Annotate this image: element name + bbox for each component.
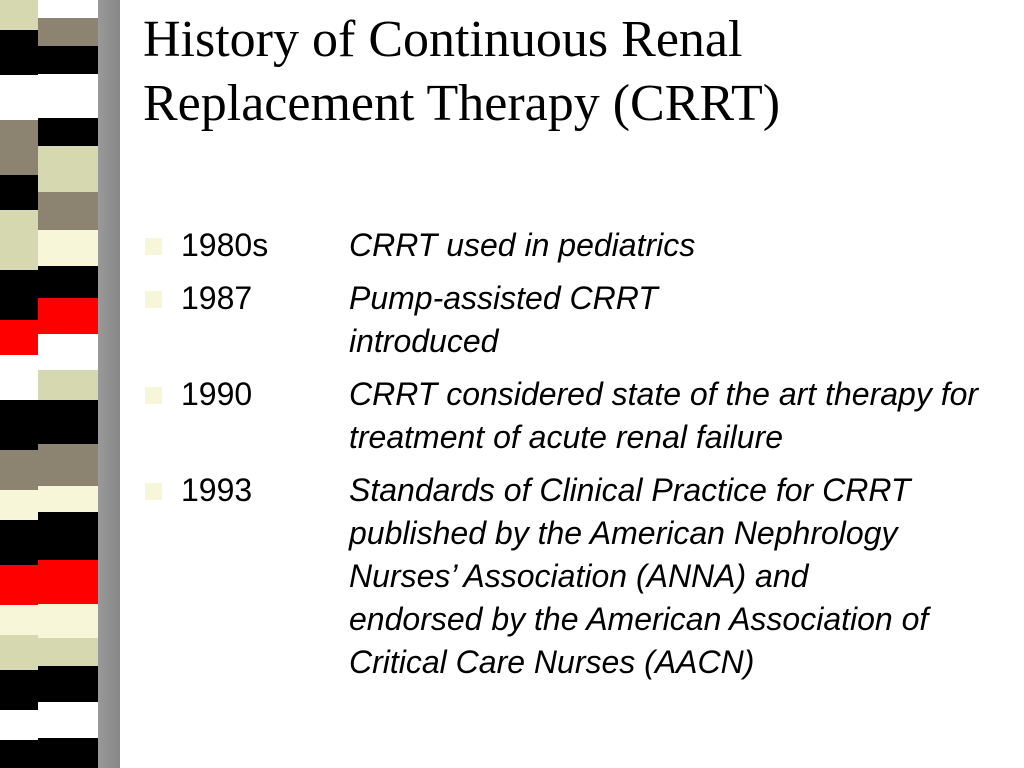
item-year: 1980s (181, 227, 269, 263)
item-text: CRRT used in pediatrics (349, 227, 696, 263)
square-bullet-icon (145, 387, 162, 404)
list-item (145, 224, 1005, 267)
item-text: CRRT considered state of the art therapy for treatment of acute renal failure (349, 376, 979, 455)
title-line-1: History of Continuous Renal (143, 11, 743, 68)
slide-title (143, 8, 1003, 136)
item-year: 1990 (181, 376, 253, 412)
item-text: Pump-assisted CRRT introduced (349, 280, 658, 359)
square-bullet-icon (145, 483, 162, 500)
square-bullet-icon (145, 238, 162, 255)
list-item (145, 373, 1005, 459)
timeline-list (145, 224, 1005, 694)
title-line-2: Replacement Therapy (CRRT) (143, 75, 781, 132)
square-bullet-icon (145, 291, 162, 308)
decorative-stripe-bar (0, 0, 120, 768)
list-item (145, 277, 1005, 363)
item-year: 1987 (181, 280, 253, 316)
list-item (145, 469, 1005, 684)
item-year: 1993 (181, 472, 253, 508)
item-text: Standards of Clinical Practice for CRRT published by the American Nephrology Nurses’ Association (ANNA) and endorsed by the American Association of Critical Care Nurses (AACN) (349, 472, 929, 680)
